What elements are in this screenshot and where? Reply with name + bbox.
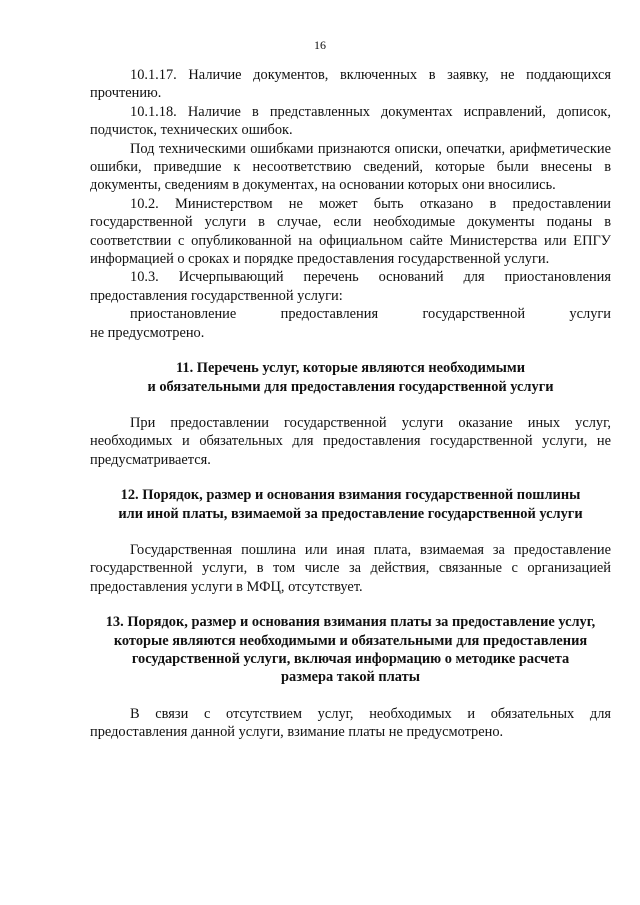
paragraph-10-2: 10.2. Министерством не может быть отказано в предоставлении государственной услуги в случае, если необходимые документы поданы в соответствии с опубликованной на официальном сайте Министерства или ЕПГУ информацией о сроках и порядке предоставления государственной услуги.	[90, 195, 611, 268]
section-12-text: Государственная пошлина или иная плата, взимаемая за предоставление государственной услуги, в том числе за действия, связанные с организацией предоставления услуги в МФЦ, отсутствует.	[90, 541, 611, 595]
paragraph-10-3: 10.3. Исчерпывающий перечень оснований для приостановления предоставления государственной услуги:	[90, 269, 611, 304]
section-13-text: В связи с отсутствием услуг, необходимых и обязательных для предоставления данной услуги, взимание платы не предусмотрено.	[90, 705, 611, 741]
heading-line: 12. Порядок, размер и основания взимания государственной пошлины	[120, 487, 581, 504]
heading-line: которые являются необходимыми и обязательными для предоставления	[113, 632, 588, 649]
page-number: 16	[314, 38, 326, 52]
heading-line: 13. Порядок, размер и основания взимания платы за предоставление услуг,	[105, 614, 596, 631]
heading-line: 11. Перечень услуг, которые являются необходимыми	[175, 360, 526, 377]
paragraph-suspension-line2: не предусмотрено.	[90, 324, 205, 341]
paragraph-suspension-line1: приостановление предоставления государственной услуги	[130, 306, 611, 323]
heading-line: и обязательными для предоставления государственной услуги	[147, 378, 554, 395]
heading-line: государственной услуги, включая информацию о методике расчета	[131, 650, 570, 667]
section-11-heading	[90, 359, 611, 396]
paragraph-10-1-18: 10.1.18. Наличие в представленных документах исправлений, дописок, подчисток, технических ошибок.	[90, 103, 611, 139]
section-13-heading	[90, 613, 611, 687]
paragraph-technical-errors: Под техническими ошибками признаются описки, опечатки, арифметические ошибки, приведшие к несоответствию сведений, которые были внесены в документы, сведениям в документах, на основании которых они вносились.	[90, 140, 611, 194]
paragraph-10-1-17: 10.1.17. Наличие документов, включенных в заявку, не поддающихся прочтению.	[90, 67, 611, 102]
document-body	[90, 66, 611, 742]
heading-line: или иной платы, взимаемой за предоставление государственной услуги	[118, 505, 583, 522]
heading-line: размера такой платы	[281, 669, 420, 686]
section-11-text: При предоставлении государственной услуги оказание иных услуг, необходимых и обязательных для предоставления государственной услуги, не предусматривается.	[90, 414, 611, 468]
section-12-heading	[90, 486, 611, 523]
